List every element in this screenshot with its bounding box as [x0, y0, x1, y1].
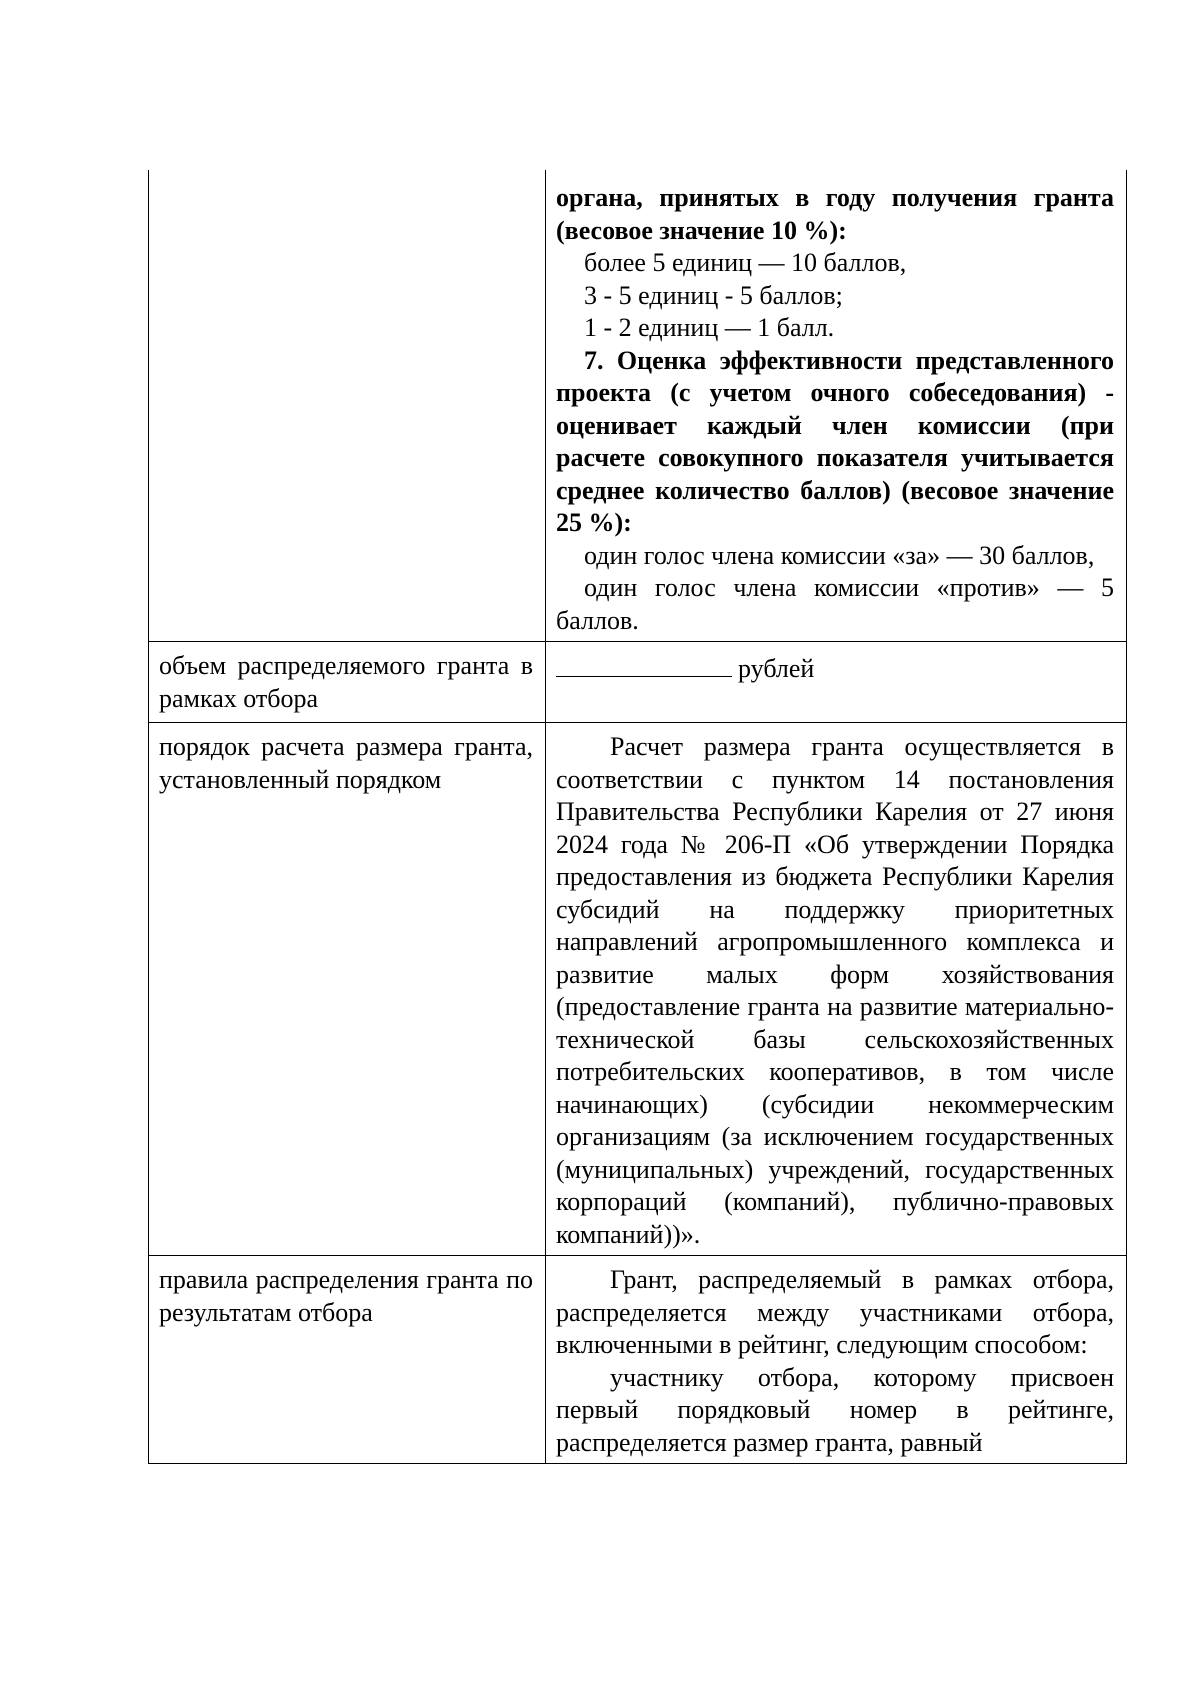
- criterion-heading: органа, принятых в году получения гранта (весовое значение 10 %):: [556, 183, 1114, 245]
- criterion-item: более 5 единиц — 10 баллов,: [584, 248, 907, 277]
- volume-value-cell: [546, 642, 1127, 723]
- table-row-calculation: [149, 723, 1127, 1256]
- currency-label: рублей: [738, 654, 815, 683]
- calculation-text-cell: [546, 723, 1127, 1256]
- distribution-label-cell: [149, 1256, 546, 1464]
- amount-blank-line: [556, 650, 732, 677]
- calculation-text: Расчет размера гранта осуществляется в соответствии с пунктом 14 постановления Правительства Республики Карелия от 27 июня 2024 года № 206-П «Об утверждении Порядка предоставления из бюджета Республики Карелия субсидий на поддержку приоритетных направлений агропромышленного комплекса и развитие малых форм хозяйствования (предоставление гранта на развитие материально-технической базы сельскохозяйственных потребительских кооперативов, в том числе начинающих) (субсидии некоммерческим организациям (за исключением государственных (муниципальных) учреждений, государственных корпораций (компаний), публично-правовых компаний))».: [556, 732, 1114, 1249]
- volume-label-cell: [149, 642, 546, 723]
- volume-label: объем распределяемого гранта в рамках отбора: [159, 651, 533, 713]
- table-row-distribution: [149, 1256, 1127, 1464]
- criterion-item: 3 - 5 единиц - 5 баллов;: [584, 280, 843, 310]
- calculation-label-cell: [149, 723, 546, 1256]
- criteria-cell: [546, 170, 1127, 642]
- empty-label-cell: [149, 170, 546, 642]
- criterion-7-item: один голос члена комиссии «против» — 5 баллов.: [556, 573, 1114, 635]
- calculation-label: порядок расчета размера гранта, установленный порядком: [159, 732, 533, 794]
- criterion-item: 1 - 2 единиц — 1 балл.: [584, 313, 835, 342]
- grant-terms-table: [148, 170, 1127, 1464]
- distribution-label: правила распределения гранта по результатам отбора: [159, 1265, 533, 1327]
- distribution-paragraph: участнику отбора, которому присвоен первый порядковый номер в рейтинге, распределяется размер гранта, равный: [556, 1362, 1114, 1457]
- table-row-criteria: [149, 170, 1127, 642]
- distribution-text-cell: [546, 1256, 1127, 1464]
- table-row-volume: [149, 642, 1127, 723]
- criterion-7-item: один голос члена комиссии «за» — 30 баллов,: [584, 540, 1095, 570]
- distribution-paragraph: Грант, распределяемый в рамках отбора, распределяется между участниками отбора, включенными в рейтинг, следующим способом:: [556, 1265, 1114, 1359]
- criterion-7-heading: 7. Оценка эффективности представленного проекта (с учетом очного собеседования) - оценивает каждый член комиссии (при расчете совокупного показателя учитывается среднее количество баллов) (весовое значение 25 %):: [556, 345, 1114, 537]
